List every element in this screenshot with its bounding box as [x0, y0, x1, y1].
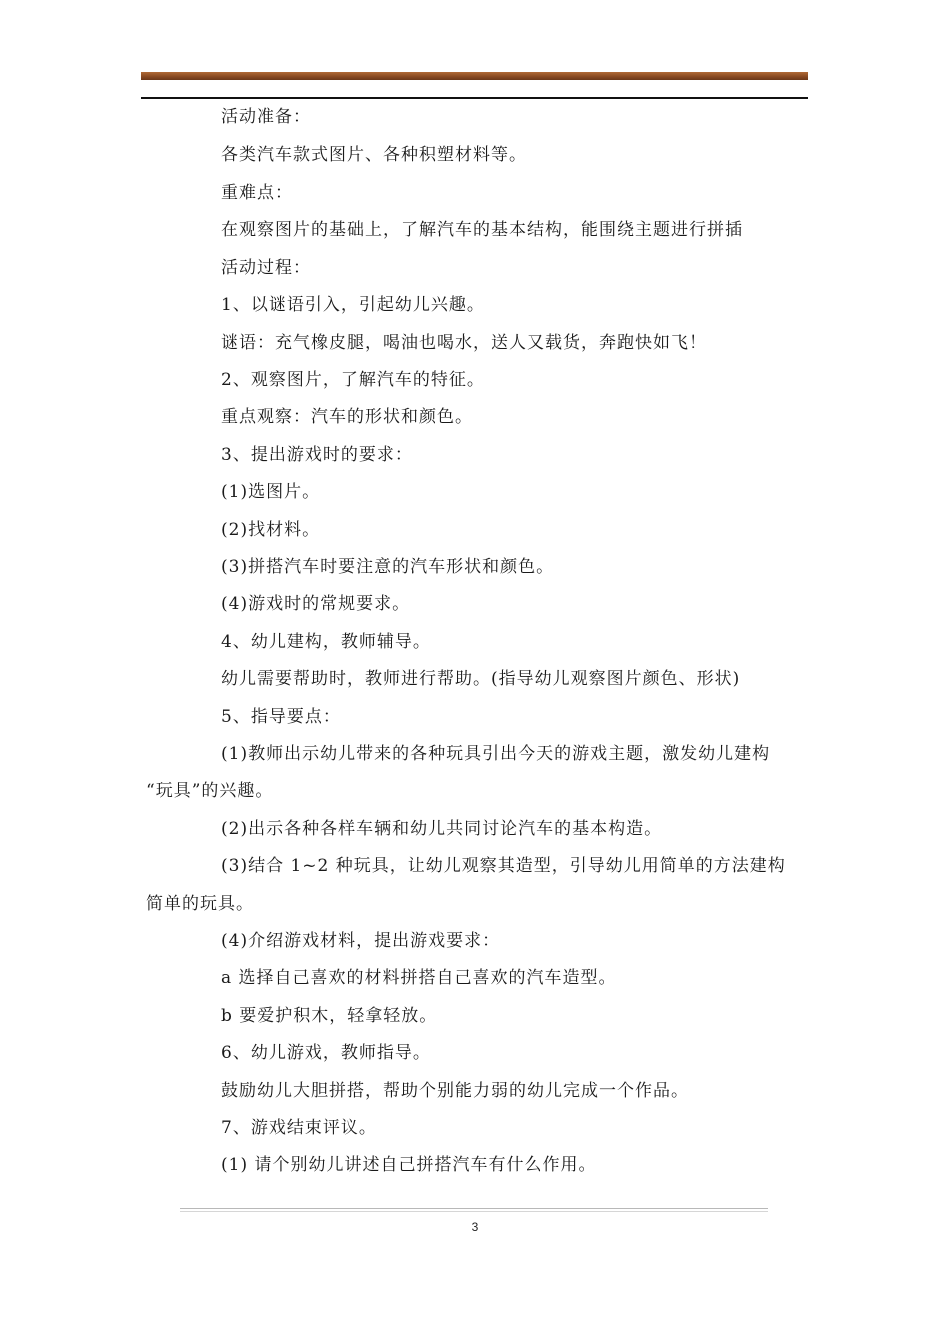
line-step-6: 6、幼儿游戏，教师指导。 [221, 1043, 431, 1063]
footer-rule [180, 1208, 768, 1209]
page-number: 3 [471, 1220, 479, 1234]
line-guide-4a: a 选择自己喜欢的材料拼搭自己喜欢的汽车造型。 [221, 968, 617, 988]
line-step-4: 4、幼儿建构，教师辅导。 [221, 632, 431, 652]
line-focus-observe: 重点观察：汽车的形状和颜色。 [221, 407, 473, 427]
line-step-3: 3、提出游戏时的要求： [221, 445, 413, 465]
line-guide-1a: (1)教师出示幼儿带来的各种玩具引出今天的游戏主题，激发幼儿建构 [221, 744, 771, 764]
line-eval-1: (1) 请个别幼儿讲述自己拼搭汽车有什么作用。 [221, 1155, 597, 1175]
line-activity-process: 活动过程： [221, 258, 311, 278]
line-step-5: 5、指导要点： [221, 707, 341, 727]
header-rule [141, 97, 808, 99]
line-materials: 各类汽车款式图片、各种积塑材料等。 [221, 145, 527, 165]
line-guide-2: (2)出示各种各样车辆和幼儿共同讨论汽车的基本构造。 [221, 819, 663, 839]
line-guide-1b: “玩具”的兴趣。 [146, 781, 274, 801]
line-step-2: 2、观察图片，了解汽车的特征。 [221, 370, 485, 390]
line-req-2: (2)找材料。 [221, 520, 321, 540]
line-key-points-detail: 在观察图片的基础上，了解汽车的基本结构，能围绕主题进行拼插 [221, 220, 743, 240]
line-guide-4: (4)介绍游戏材料，提出游戏要求： [221, 931, 501, 951]
line-step-1: 1、以谜语引入，引起幼儿兴趣。 [221, 295, 485, 315]
line-guide-4b: b 要爱护积木，轻拿轻放。 [221, 1006, 438, 1026]
line-guide-3a: (3)结合 1~2 种玩具，让幼儿观察其造型，引导幼儿用简单的方法建构 [221, 856, 786, 876]
line-req-4: (4)游戏时的常规要求。 [221, 594, 411, 614]
line-req-1: (1)选图片。 [221, 482, 321, 502]
line-activity-prep: 活动准备： [221, 107, 311, 127]
header-decorative-bar [141, 72, 808, 80]
line-step-7: 7、游戏结束评议。 [221, 1118, 377, 1138]
line-key-points: 重难点： [221, 183, 293, 203]
footer-rule-secondary [180, 1211, 768, 1212]
line-riddle: 谜语：充气橡皮腿，喝油也喝水，送人又载货，奔跑快如飞！ [221, 333, 707, 353]
line-req-3: (3)拼搭汽车时要注意的汽车形状和颜色。 [221, 557, 555, 577]
line-help: 幼儿需要帮助时，教师进行帮助。(指导幼儿观察图片颜色、形状) [221, 669, 741, 689]
line-encourage: 鼓励幼儿大胆拼搭，帮助个别能力弱的幼儿完成一个作品。 [221, 1081, 689, 1101]
line-guide-3b: 简单的玩具。 [146, 894, 254, 914]
